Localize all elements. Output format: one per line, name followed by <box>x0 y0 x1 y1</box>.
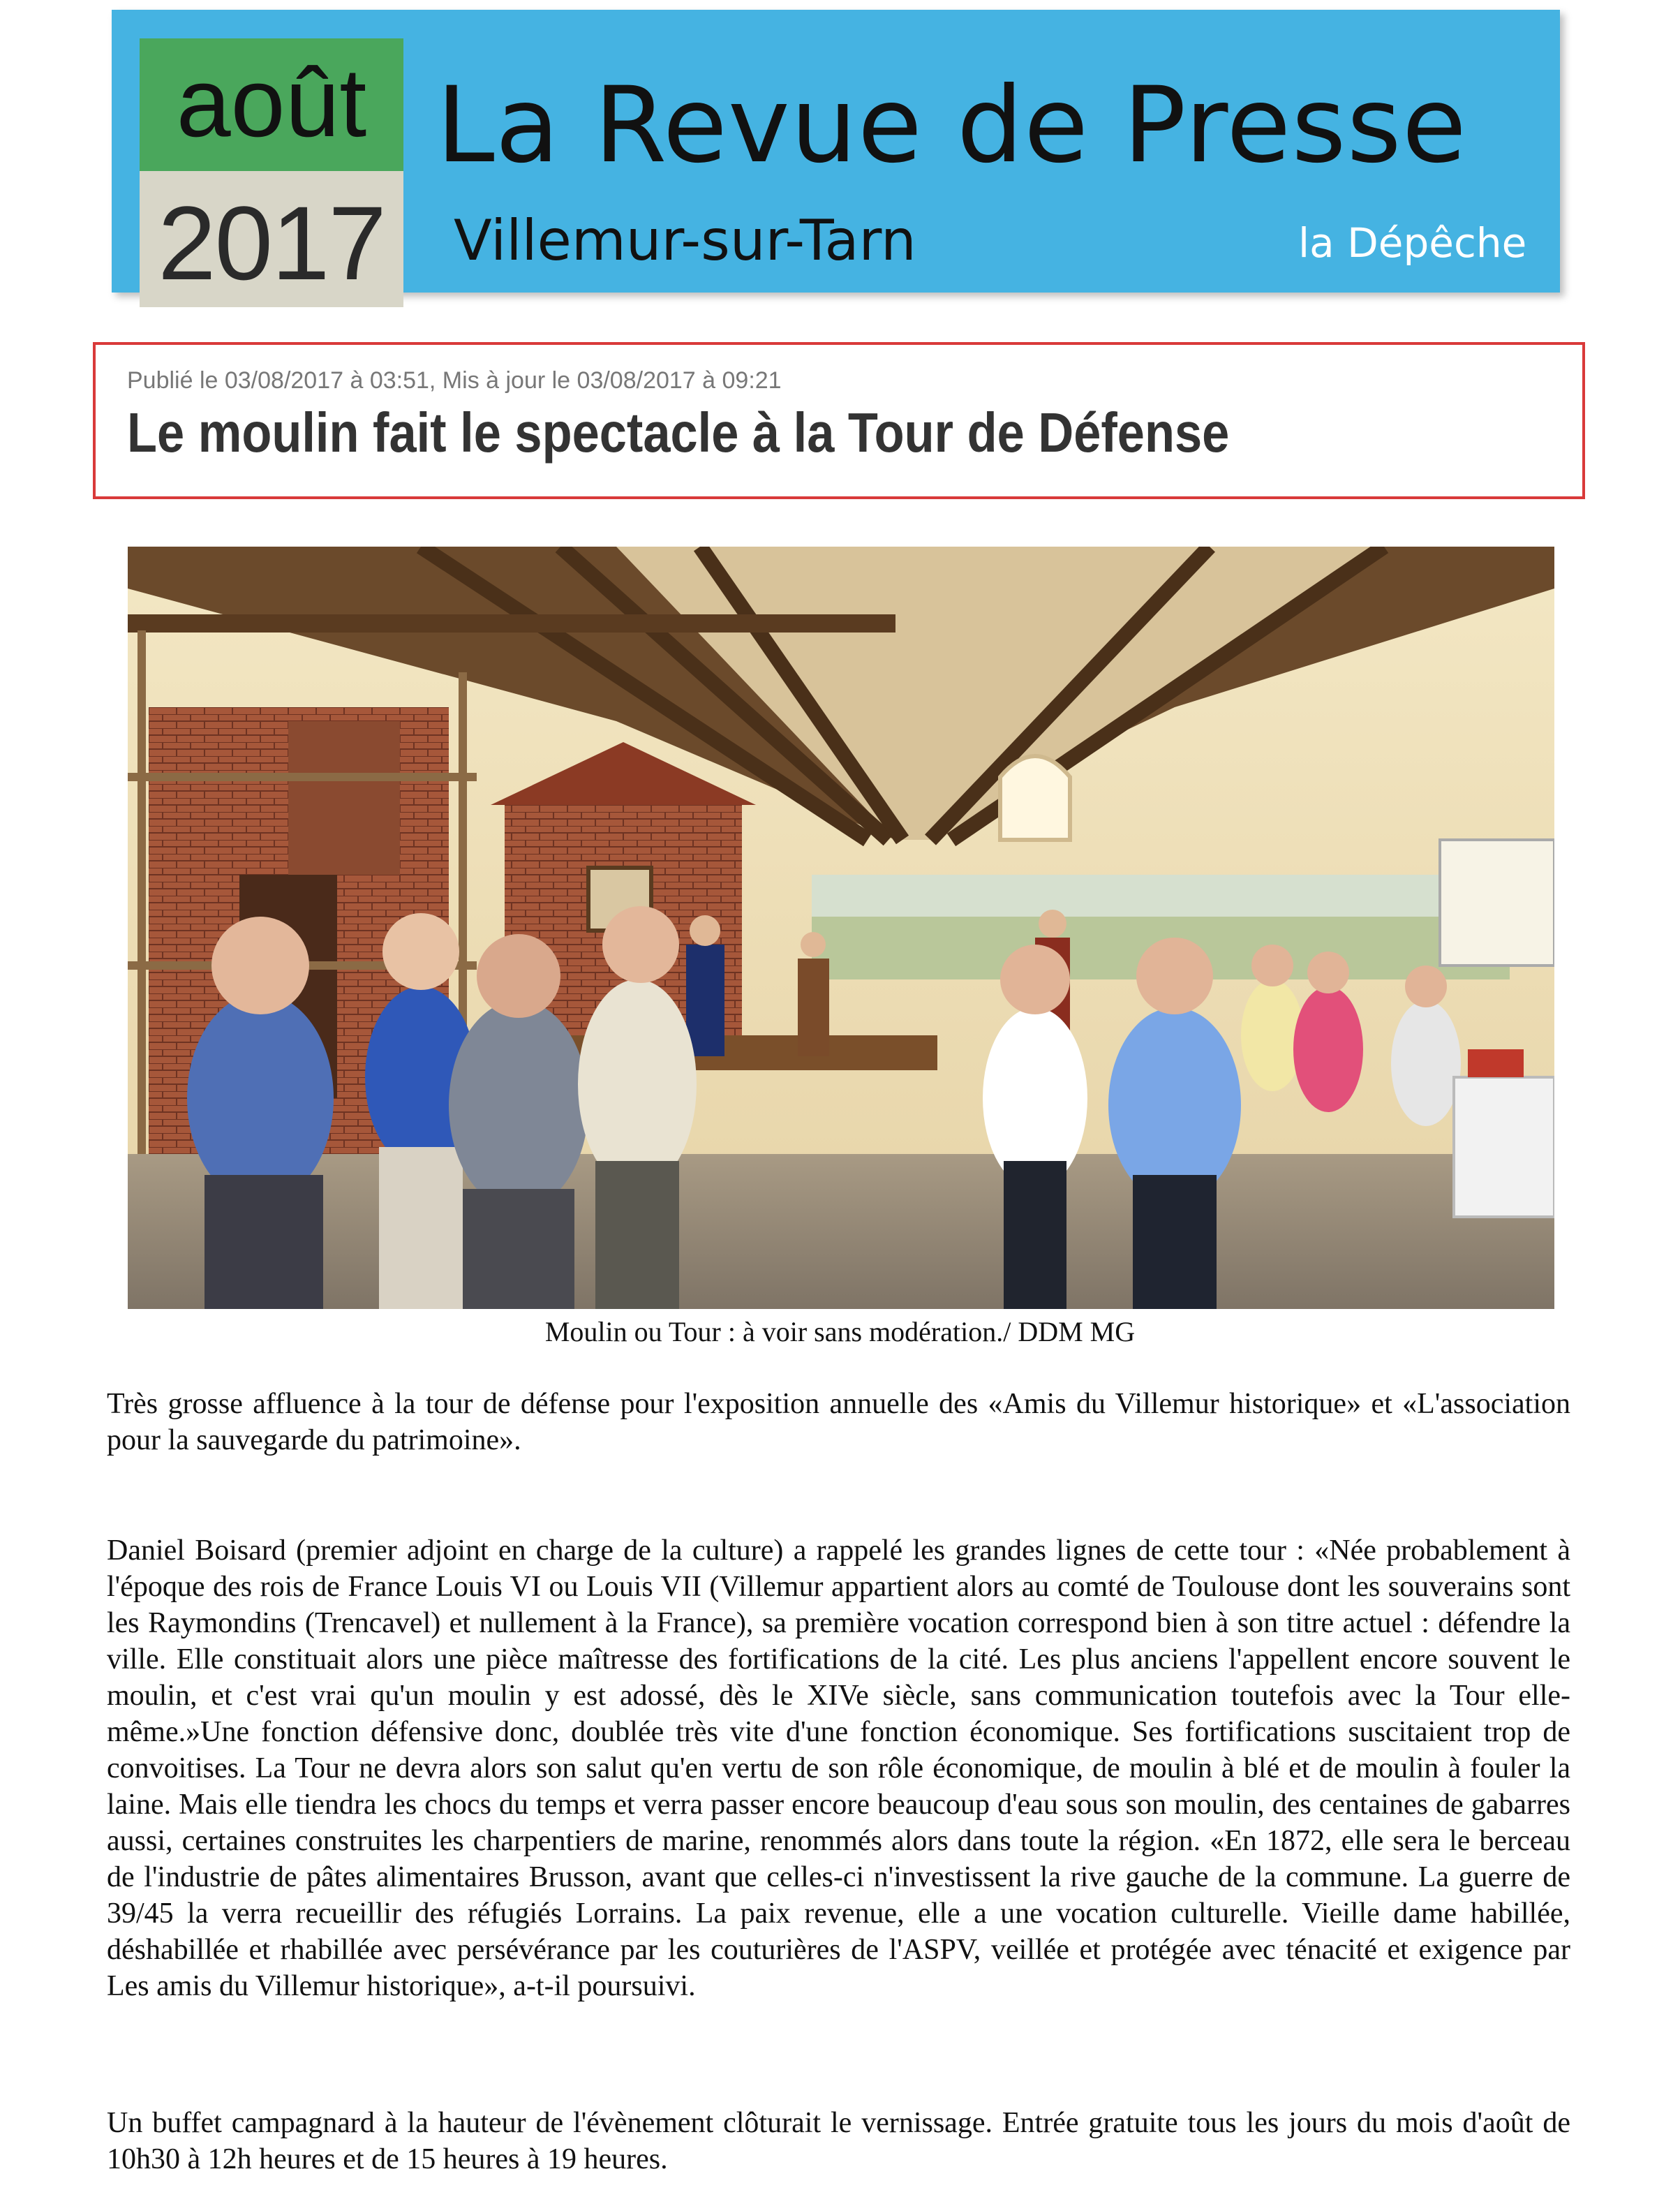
article-paragraph-2: Daniel Boisard (premier adjoint en charge de la culture) a rappelé les grandes lignes de cette tour : «Née probablement à l'époque des rois de France Louis VI ou Louis VII (Villemur appartient alors au comté de Toulouse dont les souverains sont les Raymondins (Trencavel) et nullement à la France), sa première vocation correspond bien à son titre actuel : défendre la ville. Elle constituait alors une pièce maîtresse des fortifications de la cité. Les plus anciens l'appellent encore souvent le moulin, et c'est vrai qu'un moulin y est adossé, dès le XIVe siècle, sans communication toutefois avec la Tour elle-même.»Une fonction défensive donc, doublée très vite d'une fonction économique. Ses fortifications suscitaient trop de convoitises. La Tour ne devra alors son salut qu'en vertu de son rôle économique, de moulin à blé et de moulin à fouler la laine. Mais elle tiendra les chocs du temps et verra passer encore beaucoup d'eau sous son moulin, des centaines de gabarres aussi, certaines construites les charpentiers de marine, renommés alors dans toute la région. «En 1872, elle sera le berceau de l'industrie de pâtes alimentaires Brusson, avant que celles-ci n'investissent la rive gauche de la commune. La guerre de 39/45 la verra recueillir des réfugiés Lorrains. La paix revenue, elle a une vocation culturelle. Vieille dame habillée, déshabillée et rhabillée avec persévérance par les couturières de l'ASPV, veillée et protégée avec ténacité et exigence par Les amis du Villemur historique», a-t-il poursuivi. <box>107 1534 1570 2002</box>
banner-month: août <box>176 47 367 157</box>
banner-year: 2017 <box>158 184 385 302</box>
photo-caption: Moulin ou Tour : à voir sans modération./ DDM MG <box>544 1316 1136 1347</box>
banner-title: La Revue de Presse <box>436 65 1467 186</box>
article-photo <box>128 547 1554 1309</box>
banner-source: la Dépêche <box>1298 219 1527 267</box>
article-paragraph-3: Un buffet campagnard à la hauteur de l'évènement clôturait le vernissage. Entrée gratuite tous les jours du mois d'août de 10h30 à 12h heures et de 15 heures à 19 heures. <box>107 2107 1570 2175</box>
banner-city: Villemur-sur-Tarn <box>454 208 916 273</box>
published-date: Publié le 03/08/2017 à 03:51, Mis à jour le 03/08/2017 à 09:21 <box>127 367 782 394</box>
article-paragraph-1: Très grosse affluence à la tour de défense pour l'exposition annuelle des «Amis du Villemur historique» et «L'association pour la sauvegarde du patrimoine». <box>107 1388 1570 1456</box>
exhibition-hall-illustration <box>128 547 1554 1309</box>
article-headline: Le moulin fait le spectacle à la Tour de Défense <box>127 401 1230 464</box>
